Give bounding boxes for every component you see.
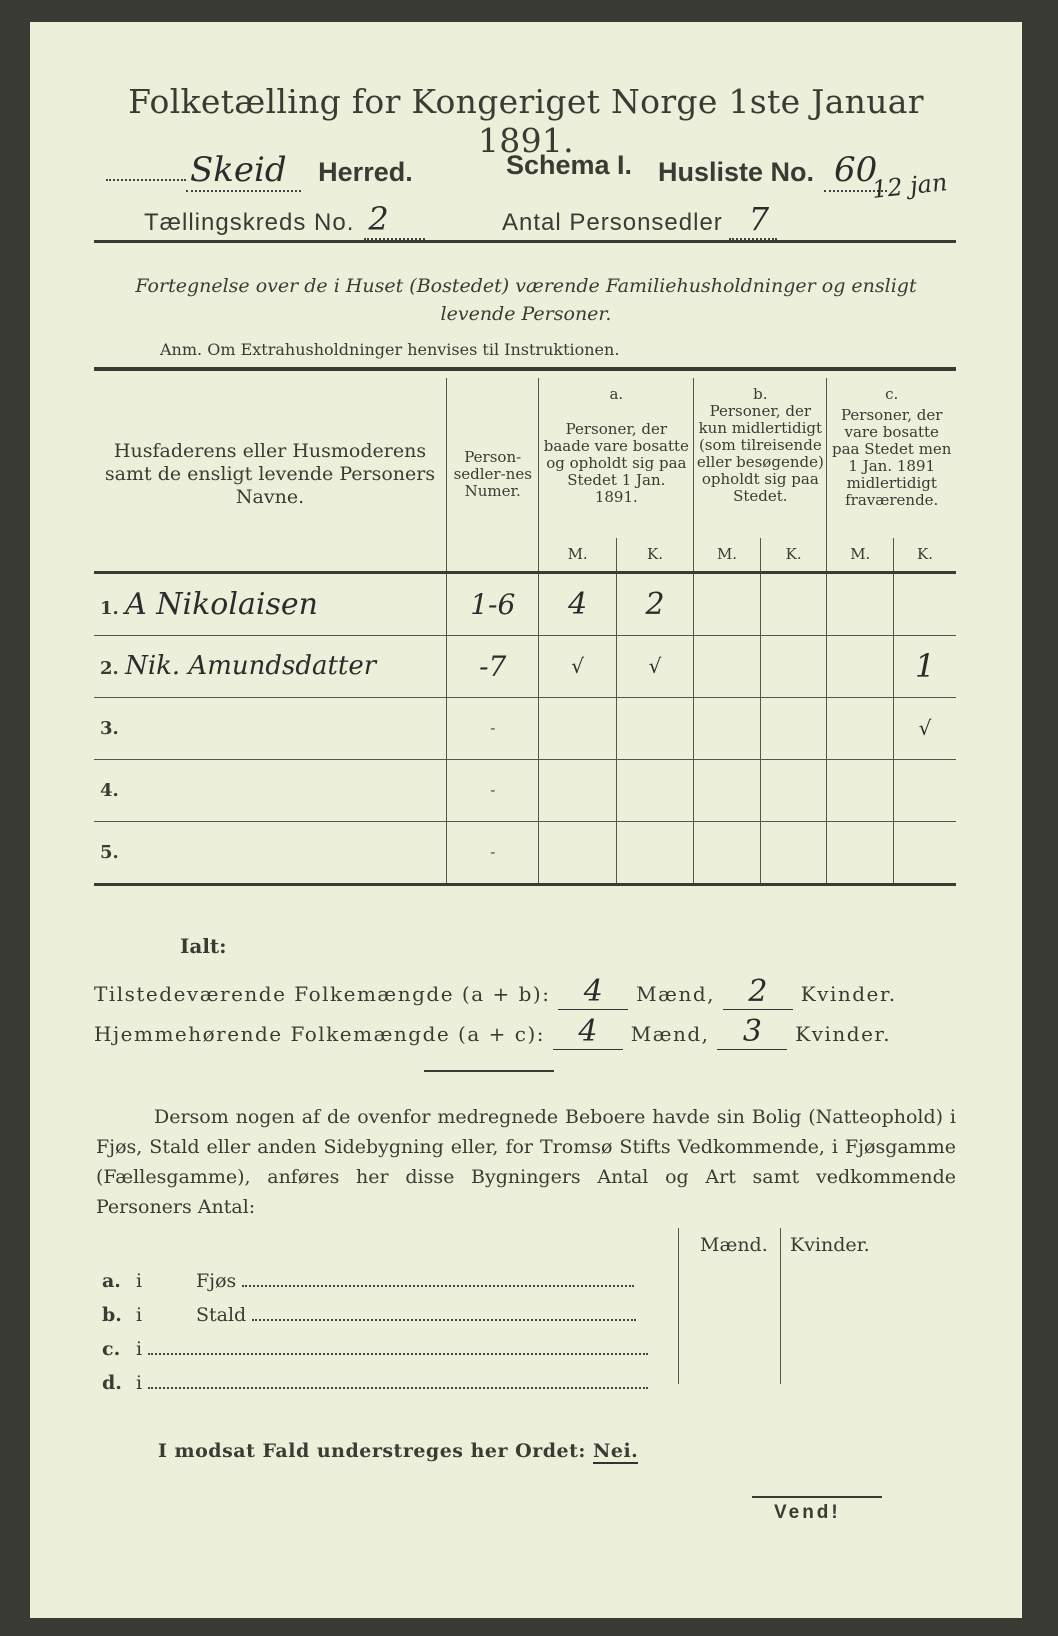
table-row — [94, 759, 956, 821]
building-item — [102, 1338, 668, 1360]
hjemme-kvinder-value: 3 — [717, 1014, 787, 1050]
col-c-letter: c. — [885, 385, 899, 403]
a-k-header: K. — [616, 538, 693, 572]
building-prep: i — [136, 1304, 143, 1326]
tilstede-label: Tilstedeværende Folkemængde (a + b): — [94, 982, 551, 1006]
a-m-header: M. — [539, 538, 616, 572]
tilstede-line — [94, 974, 897, 1010]
numer-cell: 1-6 — [447, 572, 539, 635]
a-k-cell: 2 — [616, 572, 693, 635]
table-row — [94, 821, 956, 884]
schema-label: Schema I. — [506, 150, 633, 180]
a-k-cell — [616, 697, 693, 759]
building-item — [102, 1304, 668, 1326]
c-m-cell — [827, 759, 894, 821]
a-k-cell — [616, 821, 693, 884]
c-m-header: M. — [827, 538, 894, 572]
b-k-cell — [760, 635, 827, 697]
a-m-cell: 4 — [539, 572, 616, 635]
b-m-cell — [694, 759, 761, 821]
building-letter: a. — [102, 1270, 121, 1292]
form-title: Folketælling for Kongeriget Norge 1ste Januar 1891. — [128, 82, 924, 160]
herred-label: Herred. — [318, 157, 413, 187]
numer-cell: - — [447, 697, 539, 759]
nei-word: Nei. — [593, 1440, 639, 1462]
herred-line — [106, 150, 413, 190]
c-k-cell — [894, 759, 956, 821]
modsat-line — [158, 1440, 638, 1462]
b-k-cell — [760, 759, 827, 821]
antal-line — [502, 200, 777, 238]
col-a-text: Personer, der baade vare bosatte og opholdt sig paa Stedet 1 Jan. 1891. — [543, 420, 689, 506]
kreds-label: Tællingskreds No. — [144, 209, 355, 236]
table-row — [94, 635, 956, 697]
row-number: 5. — [100, 841, 119, 863]
building-leader — [148, 1387, 648, 1389]
name-cell — [94, 635, 447, 697]
vend-rule — [752, 1496, 882, 1498]
b-k-cell — [760, 697, 827, 759]
antal-label: Antal Personsedler — [502, 209, 723, 236]
hjemme-maend-label: Mænd, — [630, 1022, 710, 1046]
col-b-text: Personer, der kun midlertidigt (som tilreisende eller besøgende) opholdt sig paa Stedet. — [696, 402, 824, 505]
row-number: 4. — [100, 779, 119, 801]
c-k-cell: 1 — [894, 635, 956, 697]
building-prep: i — [136, 1372, 143, 1394]
c-k-cell: √ — [894, 697, 956, 759]
building-item — [102, 1270, 668, 1292]
building-letter: b. — [102, 1304, 122, 1326]
numer-cell: - — [447, 759, 539, 821]
col-c-text: Personer, der vare bosatte paa Stedet men 1 Jan. 1891 midlertidigt fraværende. — [831, 406, 952, 509]
building-label: Stald — [196, 1304, 247, 1326]
row-number: 1. — [100, 597, 119, 619]
numer-cell: -7 — [447, 635, 539, 697]
husliste-line — [658, 150, 887, 190]
section-divider — [424, 1070, 554, 1072]
household-table — [94, 378, 956, 886]
anm-note: Anm. Om Extrahusholdninger henvises til Instruktionen. — [160, 340, 620, 359]
hjemme-maend-value: 4 — [553, 1014, 623, 1050]
c-m-cell — [827, 635, 894, 697]
building-letter: d. — [102, 1372, 122, 1394]
col-b-header — [694, 378, 827, 538]
name-cell — [94, 697, 447, 759]
b-m-cell — [694, 572, 761, 635]
husliste-value: 60 — [824, 150, 887, 192]
b-k-header: K. — [760, 538, 827, 572]
building-leader — [242, 1285, 634, 1287]
col-numer-header: Person-sedler-nes Numer. — [447, 378, 539, 572]
kreds-line — [144, 200, 425, 238]
maend-col-rule — [678, 1228, 679, 1384]
a-m-cell: √ — [539, 635, 616, 697]
hjemme-kvinder-label: Kvinder. — [795, 1022, 892, 1046]
hjemme-label: Hjemmehørende Folkemængde (a + c): — [94, 1022, 545, 1046]
building-leader — [148, 1353, 648, 1355]
c-k-cell — [894, 572, 956, 635]
kvinder-col-rule — [780, 1228, 781, 1384]
a-m-cell — [539, 759, 616, 821]
table-row — [94, 697, 956, 759]
b-m-cell — [694, 821, 761, 884]
c-m-cell — [827, 697, 894, 759]
building-item — [102, 1372, 668, 1394]
col-names-header: Husfaderens eller Husmoderens samt de ensligt levende Personers Navne. — [94, 378, 447, 572]
modsat-text: I modsat Fald understreges her Ordet: — [158, 1440, 586, 1462]
husliste-label: Husliste No. — [658, 157, 815, 187]
name-cell — [94, 572, 447, 635]
numer-cell: - — [447, 821, 539, 884]
buildings-paragraph: Dersom nogen af de ovenfor medregnede Beboere havde sin Bolig (Natteophold) i Fjøs, Stald eller anden Sidebygning eller, for Tromsø Stifts Vedkommende, i Fjøsgamme (Fællesgamme), anføres her disse Bygningers Antal og Art samt vedkommende Personers Antal: — [96, 1106, 956, 1218]
a-m-cell — [539, 821, 616, 884]
tilstede-maend-value: 4 — [558, 974, 628, 1010]
col-kvinder-header: Kvinder. — [790, 1234, 870, 1256]
herred-value: Skeid — [186, 150, 301, 192]
c-k-cell — [894, 821, 956, 884]
header-rule — [94, 240, 956, 243]
col-a-letter: a. — [609, 385, 624, 403]
building-leader — [252, 1319, 636, 1321]
tilstede-kvinder-label: Kvinder. — [800, 982, 897, 1006]
census-form — [30, 22, 1022, 1618]
date-note: 12 jan — [870, 168, 949, 204]
b-m-header: M. — [694, 538, 761, 572]
table-top-rule — [94, 367, 956, 371]
b-k-cell — [760, 572, 827, 635]
b-k-cell — [760, 821, 827, 884]
col-c-header — [827, 378, 956, 538]
name-cell — [94, 821, 447, 884]
c-k-header: K. — [894, 538, 956, 572]
tilstede-maend-label: Mænd, — [636, 982, 715, 1006]
a-m-cell — [539, 697, 616, 759]
building-letter: c. — [102, 1338, 121, 1360]
person-name: Nik. Amundsdatter — [125, 651, 377, 681]
building-prep: i — [136, 1338, 143, 1360]
tilstede-kvinder-value: 2 — [723, 974, 793, 1010]
table-row — [94, 572, 956, 635]
herred-leader — [106, 179, 186, 181]
building-label: Fjøs — [196, 1270, 237, 1292]
b-m-cell — [694, 697, 761, 759]
intro-heading: Fortegnelse over de i Huset (Bostedet) værende Familiehusholdninger og ensligt levende Personer. — [135, 275, 917, 325]
vend-label: Vend! — [774, 1502, 841, 1523]
col-maend-header: Mænd. — [700, 1234, 768, 1256]
row-number: 2. — [100, 658, 119, 679]
hjemme-line — [94, 1014, 891, 1050]
kreds-value: 2 — [364, 200, 424, 240]
col-a-header — [539, 378, 694, 538]
row-number: 3. — [100, 717, 119, 739]
antal-value: 7 — [729, 200, 777, 240]
c-m-cell — [827, 572, 894, 635]
name-cell — [94, 759, 447, 821]
b-m-cell — [694, 635, 761, 697]
building-prep: i — [136, 1270, 143, 1292]
ialt-label: Ialt: — [180, 934, 227, 958]
person-name: A Nikolaisen — [125, 586, 318, 622]
a-k-cell — [616, 759, 693, 821]
col-b-letter: b. — [753, 385, 768, 403]
a-k-cell: √ — [616, 635, 693, 697]
c-m-cell — [827, 821, 894, 884]
